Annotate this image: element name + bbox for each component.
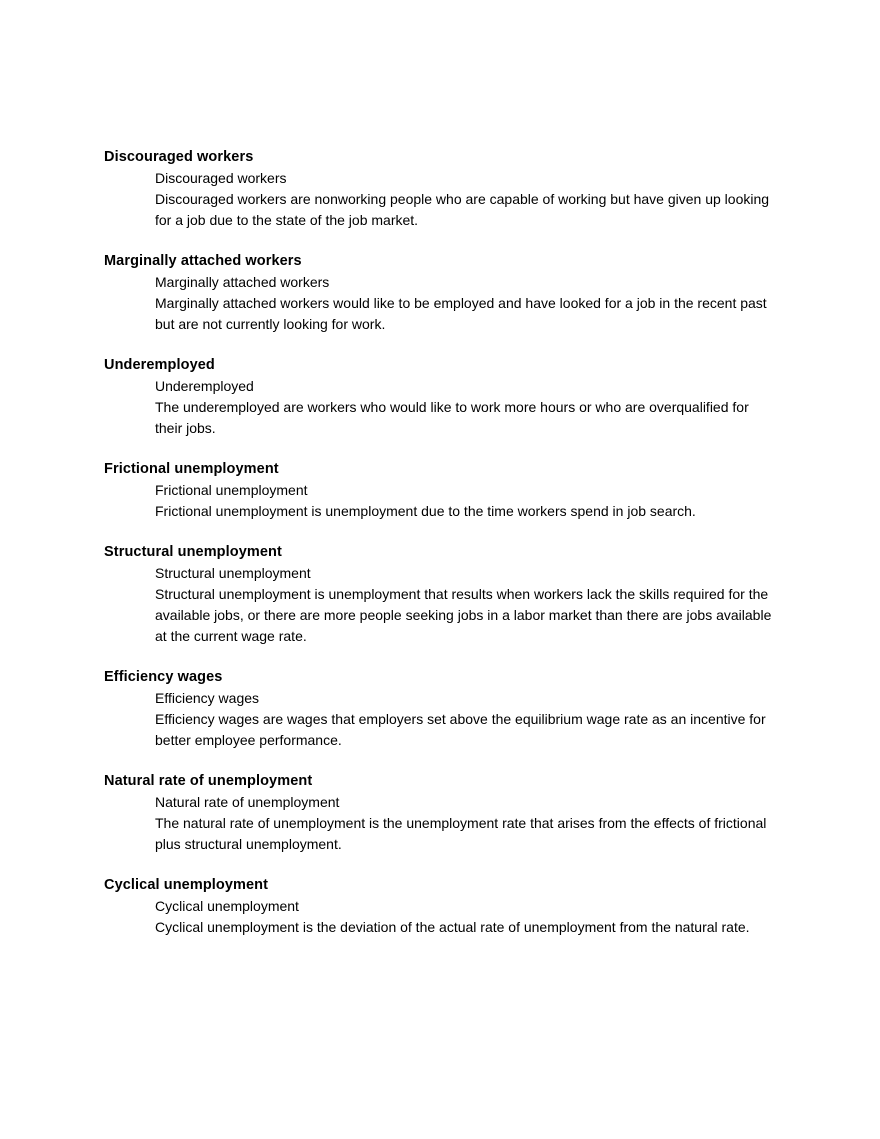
term-definition: Efficiency wages are wages that employers set above the equilibrium wage rate as an incentive for better employee performance. xyxy=(155,711,766,748)
term-definition: Cyclical unemployment is the deviation of the actual rate of unemployment from the natural rate. xyxy=(155,919,750,935)
term-definition: The natural rate of unemployment is the unemployment rate that arises from the effects of frictional plus structural unemployment. xyxy=(155,815,767,852)
glossary-entry-natural-rate-of-unemployment xyxy=(104,771,776,855)
entry-body xyxy=(104,792,775,855)
term-heading: Structural unemployment xyxy=(104,544,282,560)
term-heading: Efficiency wages xyxy=(104,669,223,685)
entry-body xyxy=(104,168,775,231)
entry-body xyxy=(104,688,775,751)
term-repeat: Efficiency wages xyxy=(155,690,260,706)
term-repeat: Marginally attached workers xyxy=(155,274,330,290)
term-repeat: Structural unemployment xyxy=(155,565,311,581)
entry-body xyxy=(104,480,775,522)
term-heading: Natural rate of unemployment xyxy=(104,773,313,789)
term-heading: Cyclical unemployment xyxy=(104,877,269,893)
term-definition: Discouraged workers are nonworking people who are capable of working but have given up looking for a job due to the state of the job market. xyxy=(155,191,770,228)
glossary-entry-marginally-attached-workers xyxy=(104,251,776,335)
term-repeat: Underemployed xyxy=(155,378,254,394)
term-heading: Frictional unemployment xyxy=(104,461,279,477)
glossary-entry-structural-unemployment xyxy=(104,542,776,647)
term-definition: Marginally attached workers would like to be employed and have looked for a job in the recent past but are not currently looking for work. xyxy=(155,295,767,332)
term-heading: Marginally attached workers xyxy=(104,253,302,269)
entry-body xyxy=(104,563,775,647)
glossary-entry-frictional-unemployment xyxy=(104,459,776,522)
term-repeat: Frictional unemployment xyxy=(155,482,308,498)
term-repeat: Natural rate of unemployment xyxy=(155,794,340,810)
glossary-entry-underemployed xyxy=(104,355,776,439)
entry-body xyxy=(104,376,775,439)
term-repeat: Discouraged workers xyxy=(155,170,287,186)
term-repeat: Cyclical unemployment xyxy=(155,898,299,914)
term-definition: Structural unemployment is unemployment that results when workers lack the skills required for the available jobs, or there are more people seeking jobs in a labor market than there are jobs available at the current wage rate. xyxy=(155,586,772,644)
glossary-entry-cyclical-unemployment xyxy=(104,875,776,938)
entry-body xyxy=(104,896,775,938)
glossary-entry-efficiency-wages xyxy=(104,667,776,751)
term-heading: Underemployed xyxy=(104,357,215,373)
term-definition: The underemployed are workers who would like to work more hours or who are overqualified for their jobs. xyxy=(155,399,749,436)
term-heading: Discouraged workers xyxy=(104,149,254,165)
term-definition: Frictional unemployment is unemployment due to the time workers spend in job search. xyxy=(155,503,696,519)
entry-body xyxy=(104,272,775,335)
glossary-entry-discouraged-workers xyxy=(104,147,776,231)
